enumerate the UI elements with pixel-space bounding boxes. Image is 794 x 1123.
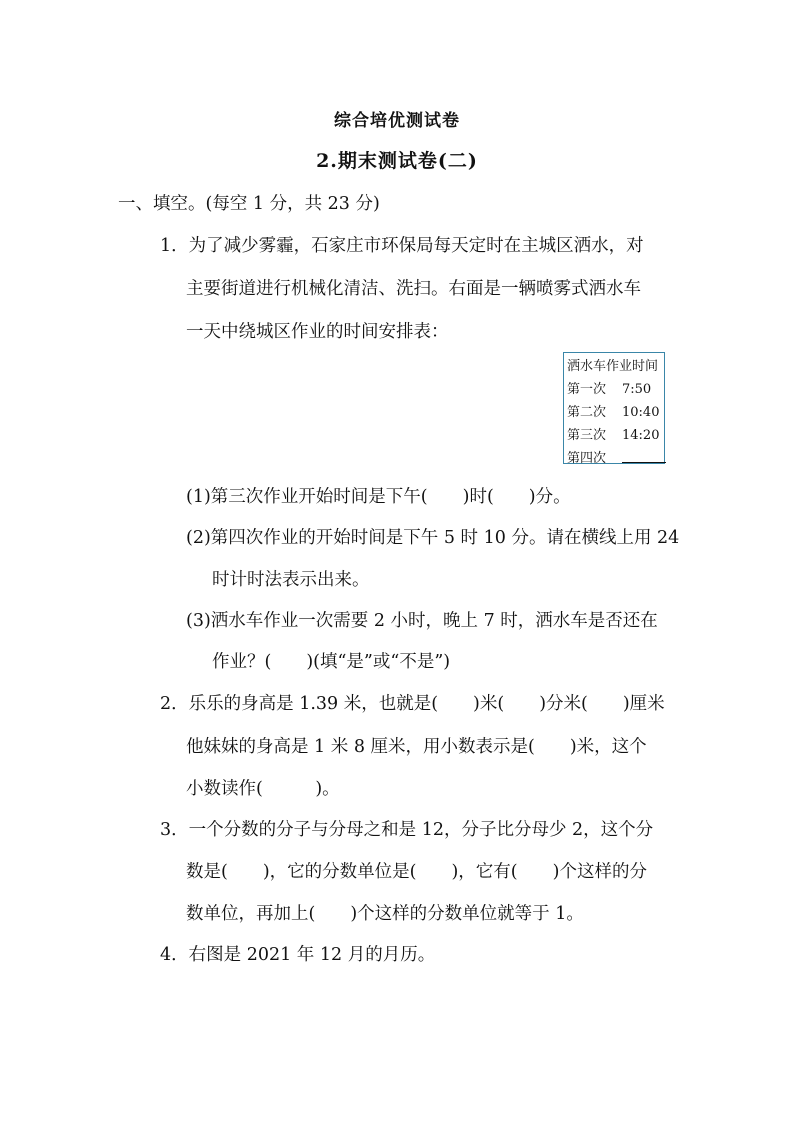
schedule-time: 7:50 <box>622 382 652 397</box>
q4-line1: 4．右图是 2021 年 12 月的月历。 <box>160 945 436 965</box>
q3-line3: 数单位，再加上( )个这样的分数单位就等于 1。 <box>186 904 584 924</box>
schedule-label: 第三次 <box>567 428 607 443</box>
q1-sub2-line2: 时计时法表示出来。 <box>212 570 370 590</box>
section-heading: 一、填空。(每空 1 分，共 23 分) <box>118 194 380 214</box>
q1-sub2-line1: (2)第四次作业的开始时间是下午 5 时 10 分。请在横线上用 24 <box>186 528 680 548</box>
q1-sub3-line1: (3)洒水车作业一次需要 2 小时，晚上 7 时，洒水车是否还在 <box>186 611 658 631</box>
q1-sub3-line2: 作业？( )(填“是”或“不是”) <box>212 652 451 672</box>
schedule-time: 10:40 <box>622 405 660 420</box>
exam-series-title: 综合培优测试卷 <box>334 111 460 131</box>
q2-line2: 他妹妹的身高是 1 米 8 厘米，用小数表示是( )米，这个 <box>186 737 647 757</box>
schedule-row <box>567 426 664 449</box>
q1-line2: 主要街道进行机械化清洁、洗扫。右面是一辆喷雾式洒水车 <box>186 279 641 299</box>
schedule-row <box>567 403 664 426</box>
q1-sub1: (1)第三次作业开始时间是下午( )时( )分。 <box>186 487 571 507</box>
schedule-label: 第四次 <box>567 451 607 466</box>
q2-line3: 小数读作( )。 <box>186 779 340 799</box>
q1-line1: 1．为了减少雾霾，石家庄市环保局每天定时在主城区洒水，对 <box>160 236 644 256</box>
q2-line1: 2．乐乐的身高是 1.39 米，也就是( )米( )分米( )厘米 <box>160 694 665 714</box>
q1-line3: 一天中绕城区作业的时间安排表： <box>186 322 449 342</box>
schedule-row <box>567 380 664 403</box>
exam-title: 2.期末测试卷(二) <box>316 150 478 172</box>
q3-line1: 3．一个分数的分子与分母之和是 12，分子比分母少 2，这个分 <box>160 820 654 840</box>
schedule-time: 14:20 <box>622 428 660 443</box>
schedule-label: 第一次 <box>567 382 607 397</box>
schedule-title: 洒水车作业时间 <box>567 359 659 374</box>
schedule-label: 第二次 <box>567 405 607 420</box>
answer-blank-line[interactable] <box>622 462 666 463</box>
q3-line2: 数是( )，它的分数单位是( )，它有( )个这样的分 <box>186 862 647 882</box>
sprinkler-schedule-table <box>563 352 665 464</box>
schedule-row <box>567 449 664 472</box>
